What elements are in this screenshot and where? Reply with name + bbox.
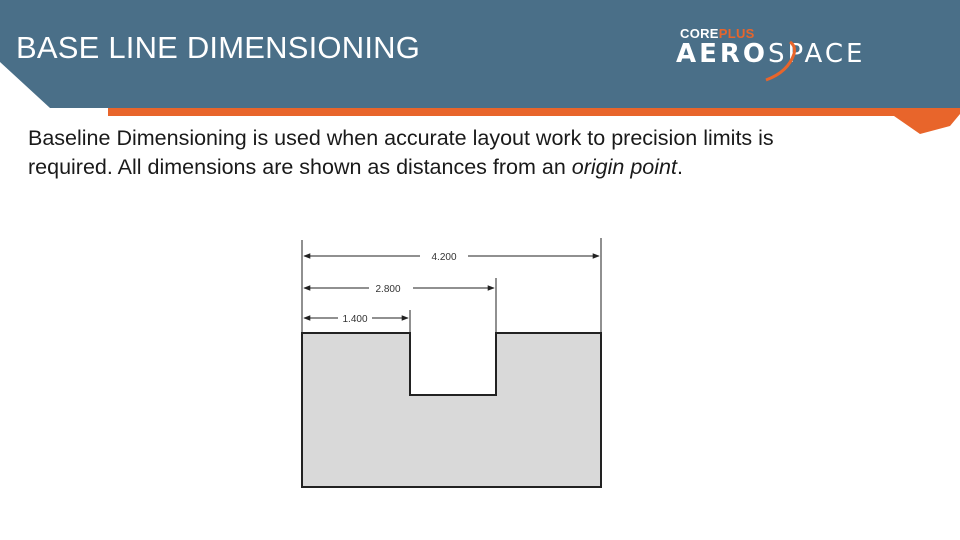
part-profile <box>302 333 601 487</box>
body-text-main: Baseline Dimensioning is used when accurate layout work to precision limits is required. All dimensions are shown as distances from an <box>28 126 774 179</box>
dimension-label-2800: 2.800 <box>375 284 401 295</box>
company-logo <box>676 24 936 90</box>
body-paragraph <box>28 124 848 182</box>
logo-core-text: CORE <box>680 26 719 41</box>
dimension-label-1400: 1.400 <box>342 314 368 325</box>
logo-plus-text: PLUS <box>718 26 755 41</box>
body-text-end: . <box>676 155 683 179</box>
logo-swoosh-icon <box>676 24 936 90</box>
slide-title: BASE LINE DIMENSIONING <box>16 30 421 65</box>
body-text-emphasis: origin point <box>571 155 677 179</box>
logo-space-text: SPACE <box>768 39 866 69</box>
logo-aero-text: AERO <box>676 39 769 69</box>
baseline-dimension-diagram <box>292 234 612 494</box>
dimension-label-4200: 4.200 <box>431 252 457 263</box>
